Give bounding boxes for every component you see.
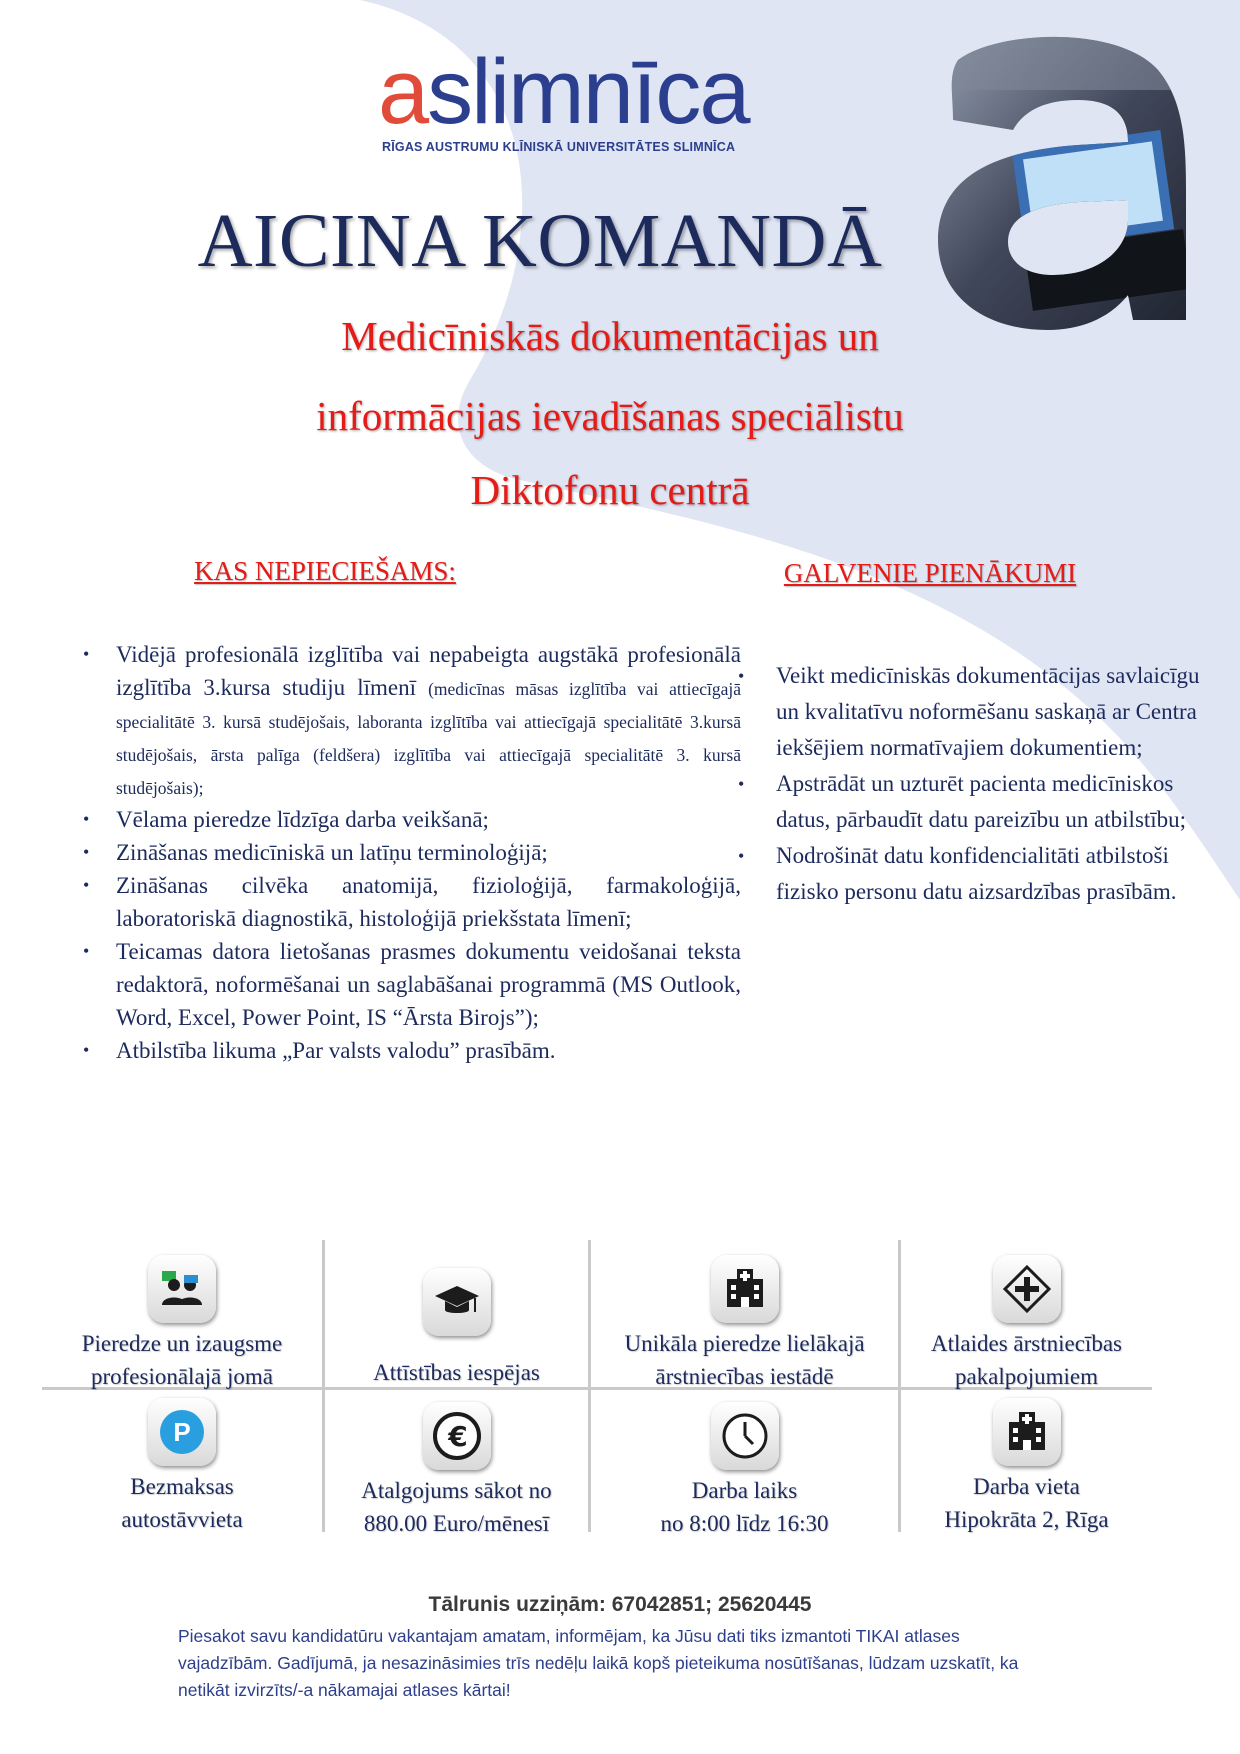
parking-icon xyxy=(148,1398,216,1466)
department-name: Diktofonu centrā xyxy=(470,467,750,513)
list-item: • Zināšanas medicīniskā un latīņu terminoloģijā; xyxy=(116,836,741,869)
svg-text:P: P xyxy=(173,1417,191,1447)
list-item: • Apstrādāt un uzturēt pacienta medicīniskos datus, pārbaudīt datu pareizību un atbilstību; xyxy=(776,766,1226,838)
logo-subtitle: RĪGAS AUSTRUMU KLĪNISKĀ UNIVERSITĀTES SLIMNĪCA xyxy=(382,140,736,154)
duties-heading: GALVENIE PIENĀKUMI xyxy=(783,558,1077,588)
list-item: • Atbilstība likuma „Par valsts valodu” prasībām. xyxy=(116,1034,741,1067)
duties-list xyxy=(738,658,1226,910)
clock-icon xyxy=(711,1402,779,1470)
logo-wordmark: aslimnīca xyxy=(378,41,749,143)
benefit-unique-experience: Unikāla pieredze lielākajā ārstniecības iestādē xyxy=(591,1255,898,1393)
decorative-letter-a-photo xyxy=(928,30,1190,330)
list-item: • Vidējā profesionālā izglītība vai nepabeigta augstākā profesionālā izglītība 3.kursa studiju līmenī (medicīnas māsas izglītība vai attiecīgajā specialitātē 3. kursā studējošais, laboranta izglītība vai attiecīgajā specialitātē 3.kursā studējošais, ārsta palīga (feldšera) izglītība vai attiecīgajā specialitātē 3. kursā studējošais); xyxy=(116,638,741,803)
requirements-heading: KAS NEPIECIEŠAMS: xyxy=(194,556,456,586)
euro-icon xyxy=(423,1402,491,1470)
graduation-cap-icon xyxy=(423,1268,491,1336)
benefit-parking: P Bezmaksas autostāvvieta xyxy=(42,1398,322,1536)
hospital-logo xyxy=(378,41,749,158)
team-icon xyxy=(148,1255,216,1323)
benefit-discounts: Atlaides ārstniecības pakalpojumiem xyxy=(901,1255,1152,1393)
benefit-workplace: Darba vieta Hipokrāta 2, Rīga xyxy=(901,1398,1152,1536)
list-item: • Veikt medicīniskās dokumentācijas savlaicīgu un kvalitatīvu noformēšanu saskaņā ar Centra iekšējiem normatīvajiem dokumentiem; xyxy=(776,658,1226,766)
position-title-line-2: informācijas ievadīšanas speciālistu xyxy=(316,393,904,439)
benefit-salary: € Atalgojums sākot no 880.00 Euro/mēnesī xyxy=(325,1402,588,1540)
benefits-grid xyxy=(42,1240,1152,1540)
medical-cross-icon xyxy=(993,1255,1061,1323)
list-item: • Zināšanas cilvēka anatomijā, fizioloģijā, farmakoloģijā, laboratoriskā diagnostikā, histoloģijā priekšstata līmenī; xyxy=(116,869,741,935)
benefit-development: Attīstības iespējas xyxy=(325,1268,588,1389)
position-title-line-1: Medicīniskās dokumentācijas un xyxy=(341,313,879,359)
benefit-working-hours: Darba laiks no 8:00 līdz 16:30 xyxy=(591,1402,898,1540)
list-item: • Nodrošināt datu konfidencialitāti atbilstoši fizisko personu datu aizsardzības prasībām. xyxy=(776,838,1226,910)
hospital-icon xyxy=(711,1255,779,1323)
contact-phone: Tālrunis uzziņām: 67042851; 25620445 xyxy=(428,1593,812,1616)
privacy-note: Piesakot savu kandidatūru vakantajam amatam, informējam, ka Jūsu dati tiks izmantoti TIKAI atlases vajadzībām. Gadījumā, ja nesazināsimies trīs nedēļu laikā kopš pieteikuma nosūtīšanas, lūdzam uzskatīt, ka netikāt izvirzīts/-a nākamajai atlases kārtai! xyxy=(178,1626,1019,1700)
list-item: • Teicamas datora lietošanas prasmes dokumentu veidošanai teksta redaktorā, noformēšanai un saglabāšanai programmā (MS Outlook, Word, Excel, Power Point, IS “Ārsta Birojs”); xyxy=(116,935,741,1034)
svg-text:€: € xyxy=(447,1420,468,1453)
list-item: • Vēlama pieredze līdzīga darba veikšanā; xyxy=(116,803,741,836)
page-title: AICINA KOMANDĀ xyxy=(197,199,883,283)
benefit-experience: Pieredze un izaugsme profesionālajā jomā xyxy=(42,1255,322,1393)
requirements-list xyxy=(80,638,741,1067)
hospital-icon xyxy=(993,1398,1061,1466)
